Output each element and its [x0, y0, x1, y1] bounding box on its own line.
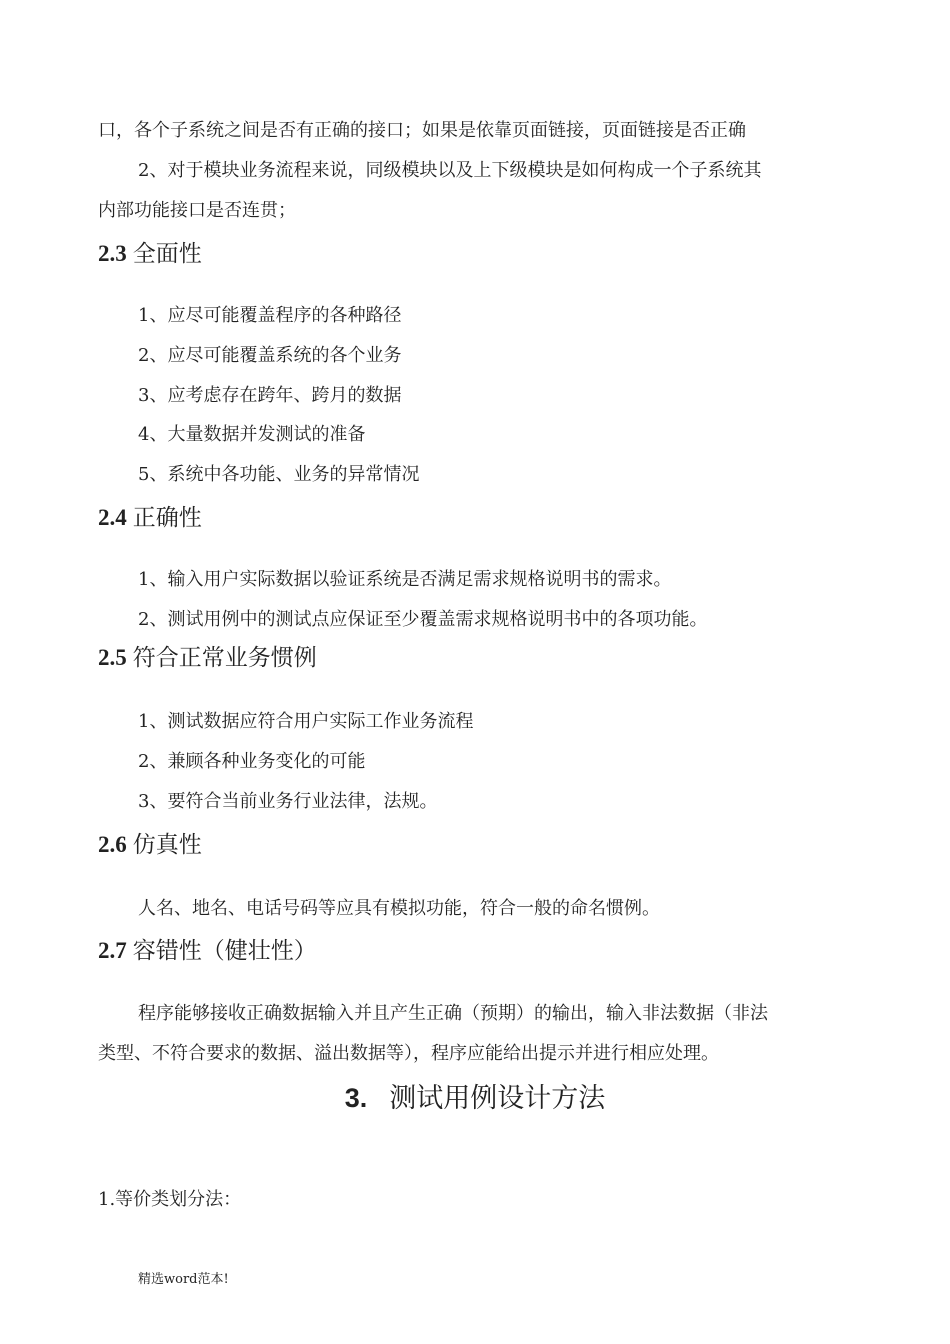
list-item: 2、测试用例中的测试点应保证至少覆盖需求规格说明书中的各项功能。: [138, 609, 708, 630]
list-item: 1、应尽可能覆盖程序的各种路径: [138, 305, 402, 326]
list-item: 5、系统中各功能、业务的异常情况: [138, 464, 420, 485]
list-item: 3、应考虑存在跨年、跨月的数据: [138, 385, 402, 406]
section-title: 符合正常业务惯例: [132, 645, 317, 671]
paragraph-line-1: 程序能够接收正确数据输入并且产生正确（预期）的输出，输入非法数据（非法: [138, 1003, 768, 1024]
page-footer: 精选word范本!: [138, 1272, 229, 1287]
subsection-heading: 1.等价类划分法：: [98, 1189, 242, 1210]
list-item: 4、大量数据并发测试的准备: [138, 424, 366, 445]
section-heading-2-7: [98, 936, 317, 966]
section-heading-2-4: [98, 503, 202, 533]
intro-line-2: 2、对于模块业务流程来说，同级模块以及上下级模块是如何构成一个子系统其: [138, 160, 762, 181]
section-heading-2-6: [98, 830, 202, 860]
intro-line-1: 口，各个子系统之间是否有正确的接口；如果是依靠页面链接，页面链接是否正确: [98, 120, 746, 141]
section-number: 2.3: [98, 241, 127, 266]
section-heading-2-5: [98, 643, 317, 673]
list-item: 1、输入用户实际数据以验证系统是否满足需求规格说明书的需求。: [138, 569, 672, 590]
list-item: 1、测试数据应符合用户实际工作业务流程: [138, 711, 474, 732]
chapter-number: 3.: [344, 1083, 368, 1113]
intro-line-3: 内部功能接口是否连贯；: [98, 200, 296, 221]
list-item: 2、兼顾各种业务变化的可能: [138, 751, 366, 772]
section-number: 2.4: [98, 505, 127, 530]
section-number: 2.5: [98, 645, 127, 670]
chapter-title: 测试用例设计方法: [389, 1083, 606, 1114]
section-title: 正确性: [132, 505, 202, 531]
chapter-heading-3: [0, 1081, 950, 1116]
paragraph-line-2: 类型、不符合要求的数据、溢出数据等），程序应能给出提示并进行相应处理。: [98, 1043, 719, 1064]
section-title: 全面性: [132, 241, 202, 267]
section-title: 容错性（健壮性）: [132, 938, 317, 964]
list-item: 3、要符合当前业务行业法律，法规。: [138, 791, 438, 812]
paragraph: 人名、地名、电话号码等应具有模拟功能，符合一般的命名惯例。: [138, 898, 660, 919]
section-number: 2.7: [98, 938, 127, 963]
list-item: 2、应尽可能覆盖系统的各个业务: [138, 345, 402, 366]
section-title: 仿真性: [132, 832, 202, 858]
section-number: 2.6: [98, 832, 127, 857]
section-heading-2-3: [98, 239, 202, 269]
